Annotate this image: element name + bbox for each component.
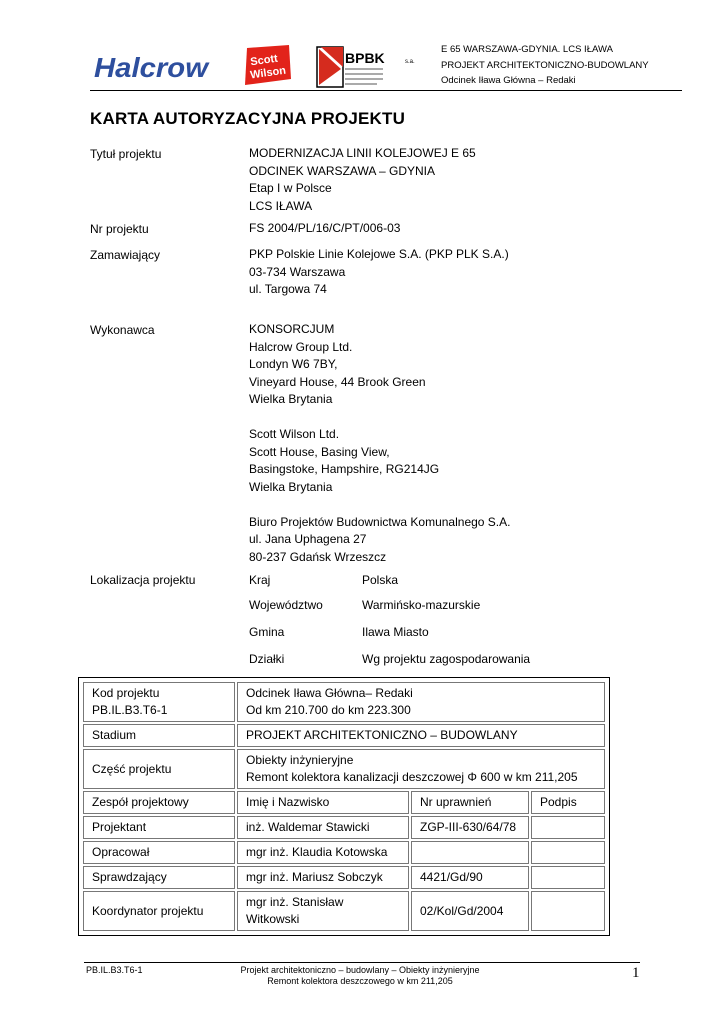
team-name: mgr inż. Klaudia Kotowska [237, 841, 409, 864]
header-line-2: PROJEKT ARCHITEKTONICZNO-BUDOWLANY [441, 59, 649, 71]
header-zespol: Zespół projektowy [83, 791, 235, 814]
value-line: Basingstoke, Hampshire, RG214JG [249, 462, 440, 476]
value-line: Scott Wilson Ltd. [249, 427, 340, 441]
value-line: KONSORCJUM [249, 322, 335, 336]
scott-logo-text: Scott [249, 52, 279, 69]
footer-divider [84, 962, 640, 963]
kod-value-line: Od km 210.700 do km 223.300 [246, 703, 411, 717]
table-header-row [83, 791, 605, 814]
value-line: PKP Polskie Linie Kolejowe S.A. (PKP PLK S.A.) [249, 247, 509, 261]
value-line: ul. Targowa 74 [249, 282, 327, 296]
project-table [78, 677, 610, 936]
value-wykonawca [249, 321, 510, 566]
team-name: mgr inż. Stanisław Witkowski [237, 891, 409, 931]
lok-val-kraj: Polska [362, 573, 399, 587]
label-nr-projektu: Nr projektu [90, 222, 149, 236]
kod-value-cell [237, 682, 605, 722]
team-role: Opracował [83, 841, 235, 864]
team-podpis [531, 891, 605, 931]
team-podpis [531, 816, 605, 839]
team-name: mgr inż. Mariusz Sobczyk [237, 866, 409, 889]
value-line: MODERNIZACJA LINII KOLEJOWEJ E 65 [249, 146, 476, 160]
halcrow-logo [92, 48, 210, 84]
header-project-info [441, 42, 649, 89]
value-zamawiajacy [249, 246, 509, 299]
stadium-label: Stadium [83, 724, 235, 747]
team-nr: ZGP-III-630/64/78 [411, 816, 529, 839]
label-lokalizacja: Lokalizacja projektu [90, 573, 196, 587]
kod-value-line: Odcinek Iława Główna– Redaki [246, 686, 413, 700]
header-podpis: Podpis [531, 791, 605, 814]
halcrow-logo-text: Halcrow [94, 52, 210, 83]
value-line [249, 409, 510, 427]
team-role: Koordynator projektu [83, 891, 235, 931]
label-wykonawca: Wykonawca [90, 323, 155, 337]
table-row [83, 841, 605, 864]
czesc-label: Część projektu [83, 749, 235, 789]
footer-line-2: Remont kolektora deszczowego w km 211,205 [267, 976, 453, 986]
team-podpis [531, 866, 605, 889]
scott-wilson-logo [243, 45, 293, 89]
kod-code: PB.IL.B3.T6-1 [92, 703, 168, 717]
team-name: inż. Waldemar Stawicki [237, 816, 409, 839]
table-row [83, 724, 605, 747]
label-tytul: Tytuł projektu [90, 147, 162, 161]
value-line: Vineyard House, 44 Brook Green [249, 374, 426, 389]
value-line: Halcrow Group Ltd. [249, 339, 353, 354]
value-line: Scott House, Basing View, [249, 444, 390, 459]
header-nr: Nr uprawnień [411, 791, 529, 814]
table-row [83, 866, 605, 889]
value-line: 80-237 Gdańsk Wrzeszcz [249, 549, 387, 564]
header-imie: Imię i Nazwisko [237, 791, 409, 814]
value-line: ul. Jana Uphagena 27 [249, 532, 367, 546]
team-nr [411, 841, 529, 864]
value-nr-projektu [249, 220, 400, 238]
value-line: FS 2004/PL/16/C/PT/006-03 [249, 221, 401, 235]
header-line-3: Odcinek Iława Główna – Redaki [441, 75, 576, 86]
page-title: KARTA AUTORYZACYJNA PROJEKTU [90, 109, 406, 128]
value-line: Biuro Projektów Budownictwa Komunalnego S.A. [249, 514, 511, 529]
lok-key-kraj: Kraj [249, 573, 271, 587]
bpbk-logo [313, 43, 428, 91]
wilson-logo-text: Wilson [249, 64, 287, 82]
label-zamawiajacy: Zamawiający [90, 248, 161, 262]
team-nr: 02/Kol/Gd/2004 [411, 891, 529, 931]
lok-val-wojewodztwo: Warmińsko-mazurskie [362, 598, 481, 612]
table-row [83, 891, 605, 931]
header-line-1: E 65 WARSZAWA-GDYNIA. LCS IŁAWA [441, 44, 613, 55]
value-line: ODCINEK WARSZAWA – GDYNIA [249, 163, 436, 178]
stadium-value: PROJEKT ARCHITEKTONICZNO – BUDOWLANY [237, 724, 605, 747]
value-line: Wielka Brytania [249, 392, 333, 406]
table-row [83, 816, 605, 839]
czesc-value-cell [237, 749, 605, 789]
value-line [249, 496, 510, 514]
footer-code: PB.IL.B3.T6-1 [86, 965, 143, 975]
team-role: Projektant [83, 816, 235, 839]
czesc-value-line: Obiekty inżynieryjne [246, 753, 354, 767]
footer-line-1: Projekt architektoniczno – budowlany – Obiekty inżynieryjne [240, 965, 480, 975]
lok-key-wojewodztwo: Województwo [249, 598, 323, 612]
value-line: Wielka Brytania [249, 479, 333, 494]
kod-label: Kod projektu [92, 686, 160, 700]
lok-val-dzialki: Wg projektu zagospodarowania [362, 652, 531, 666]
value-line: LCS IŁAWA [249, 198, 313, 213]
lok-key-gmina: Gmina [249, 625, 285, 639]
value-line: Londyn W6 7BY, [249, 357, 338, 371]
footer-description [230, 965, 490, 987]
lok-key-dzialki: Działki [249, 652, 285, 666]
table-row [83, 682, 605, 722]
bpbk-logo-text: BPBK [345, 50, 385, 66]
team-podpis [531, 841, 605, 864]
czesc-value-line: Remont kolektora kanalizacji deszczowej Φ 600 w km 211,205 [246, 770, 578, 784]
value-line: Etap I w Polsce [249, 181, 332, 195]
value-tytul [249, 145, 476, 215]
team-role: Sprawdzający [83, 866, 235, 889]
table-row [83, 749, 605, 789]
kod-label-cell [83, 682, 235, 722]
header-divider [90, 90, 682, 91]
value-line: 03-734 Warszawa [249, 264, 346, 279]
lok-val-gmina: Ilawa Miasto [362, 625, 429, 639]
team-nr: 4421/Gd/90 [411, 866, 529, 889]
page-number: 1 [632, 965, 640, 981]
bpbk-suffix-text: s.a. [405, 59, 415, 65]
